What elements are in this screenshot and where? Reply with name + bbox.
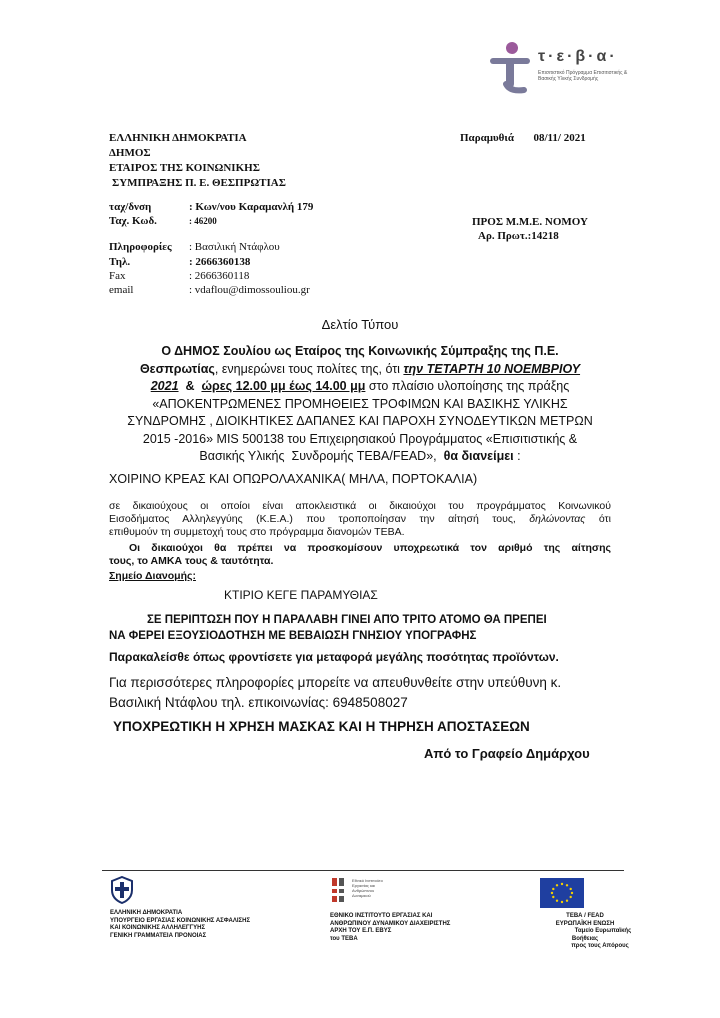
p1-amp: & [178,379,202,393]
p1-text: : [513,449,521,463]
p1-text: στο πλαίσιο υλοποίησης της πράξης [365,379,570,393]
email-label: email [109,284,134,296]
eiead-logo [330,876,390,906]
distributed-items: ΧΟΙΡΙΝΟ ΚΡΕΑΣ ΚΑΙ ΟΠΩΡΟΛΑΧΑΝΙΚΑ( ΜΗΛΑ, ΠΟΡΤΟΚΑΛΙΑ) [109,472,478,486]
phone-value: : 2666360138 [189,256,251,268]
footer-middle-line: ΑΝΘΡΩΠΙΝΟΥ ΔΥΝΑΜΙΚΟΥ ΔΙΑΧΕΙΡΙΣΤΗΣ [330,920,451,927]
street-label: ταχ/δνση [109,201,152,213]
eiead-logo-text: Εθνικό Ινστιτούτο Εργασίας και Ανθρώπινου Δυναμικού [352,878,383,898]
distribution-point-label [109,570,196,582]
p2-line: σε δικαιούχους οι οποίοι είναι αποκλειστικά οι δικαιούχοι του προγράμματος Κοινωνικού [109,500,611,512]
recipient-block [472,215,588,243]
p3-line: τους, το ΑΜΚΑ τους & ταυτότητα. [109,555,274,567]
protocol-number: Αρ. Πρωτ.:14218 [478,230,559,242]
distribution-hours: ώρες 12.00 μμ έως 14.00 μμ [201,379,366,393]
more-info-line: Βασιλική Ντάφλου τηλ. επικοινωνίας: 6948508027 [109,695,408,710]
footer-left-line: ΕΛΛΗΝΙΚΗ ΔΗΜΟΚΡΑΤΙΑ [110,910,183,916]
street-value: : Κων/νου Καραμανλή 179 [189,201,314,213]
third-party-line: ΣΕ ΠΕΡΙΠΤΩΣΗ ΠΟΥ Η ΠΑΡΑΛΑΒΗ ΓΙΝΕΙ ΑΠΌ ΤΡΙΤΟ ΑΤΟΜΟ ΘΑ ΠΡΕΠΕΙ [147,614,547,626]
email-value: : vdaflou@dimossouliou.gr [189,284,310,296]
fax-label: Fax [109,270,126,282]
footer-left [110,910,250,940]
sender-line: ΕΤΑΙΡΟΣ ΤΗΣ ΚΟΙΝΩΝΙΚΗΣ [109,162,260,174]
sender-line: ΣΥΜΠΡΑΞΗΣ Π. Ε. ΘΕΣΠΡΩΤΙΑΣ [112,177,286,189]
place: Παραμυθιά [460,132,514,144]
teba-logo-icon [486,40,536,96]
distribution-date: την ΤΕΤΑΡΤΗ 10 ΝΟΕΜΒΡΙΟΥ [403,361,581,376]
p1-line: «ΑΠΟΚΕΝΤΡΩΜΕΝΕΣ ΠΡΟΜΗΘΕΙΕΣ ΤΡΟΦΙΜΩΝ ΚΑΙ ΒΑΣΙΚΗΣ ΥΛΙΚΗΣ [152,396,568,411]
footer-right-line: ΕΥΡΩΠΑΪΚΗ ΕΝΩΣΗ [555,920,615,927]
p1-text: , ενημερώνει τους πολίτες της, ότι [214,361,404,376]
p2-italic: δηλώνοντας [529,513,586,525]
distribution-point-value: ΚΤΙΡΙΟ ΚΕΓΕ ΠΑΡΑΜΥΘΙΑΣ [224,588,378,602]
footer-left-line: ΓΕΝΙΚΗ ΓΡΑΜΜΑΤΕΙΑ ΠΡΟΝΟΙΑΣ [110,932,207,939]
third-party-notice [109,612,629,644]
documents-paragraph [109,542,611,568]
footer-middle [330,913,450,943]
info-value: : Βασιλική Ντάφλου [189,241,280,253]
sender-line: ΕΛΛΗΝΙΚΗ ΔΗΜΟΚΡΑΤΙΑ [109,132,247,144]
more-info [109,673,614,713]
footer-right-line: ΤΕΒΑ / FEAD [566,913,604,919]
document-title: Δελτίο Τύπου [321,317,399,332]
distribution-year: 2021 [150,379,179,393]
footer-middle-line: ΑΡΧΗ ΤΟΥ Ε.Π. ΕΒΥΣ [330,928,392,934]
fax-value: : 2666360118 [189,270,250,282]
p1-bold: Θεσπρωτίας [139,361,215,376]
logo-wordmark: τ·ε·β·α· [538,48,618,65]
address-block [109,201,369,231]
transport-notice: Παρακαλείσθε όπως φροντίσετε για μεταφορά μεγάλης ποσότητας προϊόντων. [109,650,559,664]
third-party-line: ΝΑ ΦΕΡΕΙ ΕΞΟΥΣΙΟΔΟΤΗΣΗ ΜΕ ΒΕΒΑΙΩΣΗ ΓΝΗΣΙΟΥ ΥΠΟΓΡΑΦΗΣ [109,630,477,642]
postcode-label: Ταχ. Κωδ. [109,215,157,227]
p2-text: Εισοδήματος Αλληλεγγύης (Κ.Ε.Α.) που τροποποίησαν την αίτησή τους, [109,513,530,525]
p1-line: 2015 -2016» MIS 500138 του Επιχειρησιακού Προγράμματος «Επισιτιστικής & [142,431,578,446]
p1-line: ΣΥΝΔΡΟΜΗΣ , ΔΙΟΙΚΗΤΙΚΕΣ ΔΑΠΑΝΕΣ ΚΑΙ ΠΑΡΟΧΗ ΣΥΝΟΔΕΥΤΙΚΩΝ ΜΕΤΡΩΝ [127,414,593,428]
date: 08/11/ 2021 [533,132,586,144]
p1-text: Βασικής Υλικής Συνδρομής ΤΕΒΑ/FEAD», [199,449,444,463]
beneficiaries-paragraph [109,500,611,539]
eu-flag [540,878,584,913]
footer-left-line: ΥΠΟΥΡΓΕΙΟ ΕΡΓΑΣΙΑΣ ΚΟΙΝΩΝΙΚΗΣ ΑΣΦΑΛΙΣΗΣ [110,917,251,924]
logo-subtitle: Επισιτιστικό Πρόγραμμα Επισιτιστικής & Βασικής Υλικής Συνδρομής [538,70,628,82]
p2-text: ότι [585,513,612,525]
recipient: ΠΡΟΣ Μ.Μ.Ε. ΝΟΜΟΥ [472,216,588,228]
p1-line: Ο ΔΗΜΟΣ Σουλίου ως Εταίρος της Κοινωνικής Σύμπραξης της Π.Ε. [161,344,559,358]
eiead-logo-icon [330,876,350,904]
footer-divider [102,870,624,871]
distribution-point-label-text: Σημείο Διανομής: [109,570,196,582]
footer-middle-line: του ΤΕΒΑ [330,935,358,942]
eu-flag-icon [540,878,584,908]
p2-line: επιθυμούν τη συμμετοχή τους στο πρόγραμμα διανομών ΤΕΒΑ. [109,526,405,538]
contact-block [109,241,409,301]
sender-block [109,131,286,191]
footer-right [530,913,640,951]
sender-line: ΔΗΜΟΣ [109,147,151,159]
footer-right-line: Ταμείο Ευρωπαϊκής [574,928,632,934]
footer-right-line: Βοήθειας [571,935,599,942]
main-paragraph [100,343,620,466]
greek-emblem-icon [110,876,134,904]
p1-line [100,361,620,379]
teba-logo [486,40,626,100]
place-date [460,131,586,146]
postcode-value: : 46200 [189,216,217,226]
p2-line [109,513,611,526]
signature: Από το Γραφείο Δημάρχου [424,746,590,761]
footer-middle-line: ΕΘΝΙΚΟ ΙΝΣΤΙΤΟΥΤΟ ΕΡΓΑΣΙΑΣ ΚΑΙ [330,913,433,919]
mask-notice: ΥΠΟΧΡΕΩΤΙΚΗ Η ΧΡΗΣΗ ΜΑΣΚΑΣ ΚΑΙ Η ΤΗΡΗΣΗ ΑΠΟΣΤΑΣΕΩΝ [113,719,530,734]
p3-line: Οι δικαιούχοι θα πρέπει να προσκομίσουν υποχρεωτικά τον αριθμό της αίτησης [129,542,611,554]
phone-label: Τηλ. [109,256,131,268]
p1-bold: θα διανείμει [443,449,514,463]
more-info-line: Για περισσότερες πληροφορίες μπορείτε να απευθυνθείτε στην υπεύθυνη κ. [109,675,562,690]
greek-emblem [110,876,134,909]
info-label: Πληροφορίες [109,241,172,253]
p1-line [100,378,620,396]
footer-left-line: ΚΑΙ ΚΟΙΝΩΝΙΚΗΣ ΑΛΛΗΛΕΓΓΥΗΣ [110,925,206,931]
footer-right-line: προς τους Απόρους [571,943,629,949]
p1-line [100,448,620,466]
